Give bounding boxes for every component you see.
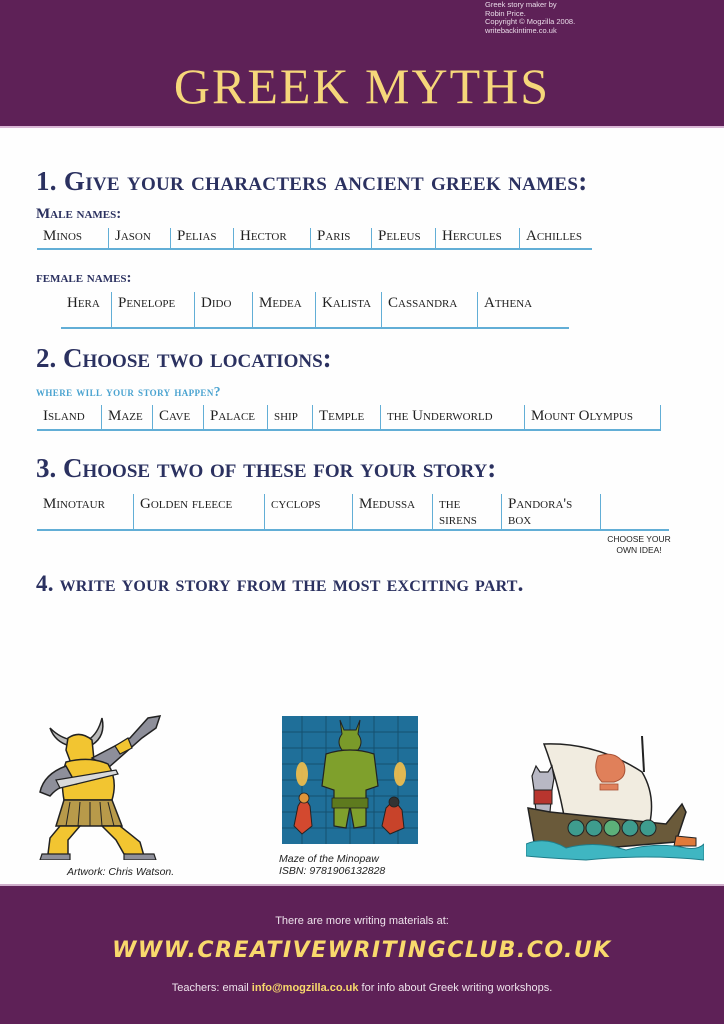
footer-materials-text: There are more writing materials at: [275,915,449,927]
name-option[interactable]: Cassandra [381,292,477,327]
name-option[interactable]: Athena [477,292,569,327]
female-names-row [61,292,569,329]
header-banner [0,0,724,128]
book-isbn: ISBN: 9781906132828 [279,865,386,877]
book-title: Maze of the Minopaw [279,853,379,865]
book-cover-illustration [282,716,418,844]
name-option[interactable]: Hector [233,228,310,248]
story-element-option[interactable]: Medussa [352,494,432,529]
book-caption [279,853,417,877]
credit-line: Copyright © Mogzilla 2008. [485,17,576,27]
story-element-option[interactable]: Pandora's box [501,494,600,529]
location-option[interactable]: Maze [101,405,152,429]
story-element-option[interactable]: Golden fleece [133,494,264,529]
page-title: GREEK MYTHS [173,58,551,114]
location-option[interactable]: Palace [203,405,267,429]
minotaur-warrior-illustration [20,708,170,860]
credits-text [485,1,575,36]
artwork-credit-caption: Artwork: Chris Watson. [67,866,175,878]
location-option[interactable]: Island [43,408,85,424]
name-option[interactable]: Minos [43,228,83,244]
name-option[interactable]: Hercules [435,228,519,248]
own-idea-blank-cell[interactable] [600,494,669,529]
name-option[interactable]: Hera [67,295,100,311]
male-names-row [37,228,592,250]
name-option[interactable]: Achilles [519,228,592,248]
story-element-option[interactable]: Minotaur [43,496,105,512]
name-option[interactable]: Penelope [111,292,194,327]
locations-row [37,405,661,431]
male-names-label: Male names: [36,206,122,222]
own-idea-note: CHOOSE YOUR OWN IDEA! [607,534,671,555]
location-option[interactable]: ship [267,405,312,429]
name-option[interactable]: Dido [194,292,252,327]
name-option[interactable]: Medea [252,292,315,327]
footer-teachers-suffix: for info about Greek writing workshops. [358,982,553,994]
name-option[interactable]: Pelias [170,228,233,248]
location-option[interactable]: Cave [152,405,203,429]
footer-banner [0,884,724,1024]
credit-website-link[interactable]: writebackintime.co.uk [485,26,557,36]
locations-subtitle: where will your story happen? [36,384,221,399]
story-element-option[interactable]: the sirens [432,494,501,529]
section-4-title: 4. write your story from the most exciting part. [36,571,524,596]
name-option[interactable]: Jason [108,228,170,248]
location-option[interactable]: the Underworld [380,405,524,429]
credit-line: Greek story maker by [485,0,557,9]
story-elements-row [37,494,669,531]
name-option[interactable]: Kalista [315,292,381,327]
section-2-title: 2. Choose two locations: [36,343,332,373]
female-names-label: female names: [36,270,132,286]
footer-teachers-text [0,982,724,994]
section-1-title: 1. Give your characters ancient greek names: [36,166,588,196]
credit-line: Robin Price. [485,8,526,18]
section-3-title: 3. Choose two of these for your story: [36,453,497,483]
location-option[interactable]: Temple [312,405,380,429]
story-element-option[interactable]: cyclops [264,494,352,529]
greek-ship-illustration [526,732,704,862]
name-option[interactable]: Peleus [371,228,435,248]
name-option[interactable]: Paris [310,228,371,248]
footer-website-link[interactable]: WWW.CREATIVEWRITINGCLUB.CO.UK [112,938,612,963]
location-option[interactable]: Mount Olympus [524,405,661,429]
footer-email-link[interactable]: info@mogzilla.co.uk [251,982,359,994]
footer-teachers-prefix: Teachers: email [171,982,252,994]
